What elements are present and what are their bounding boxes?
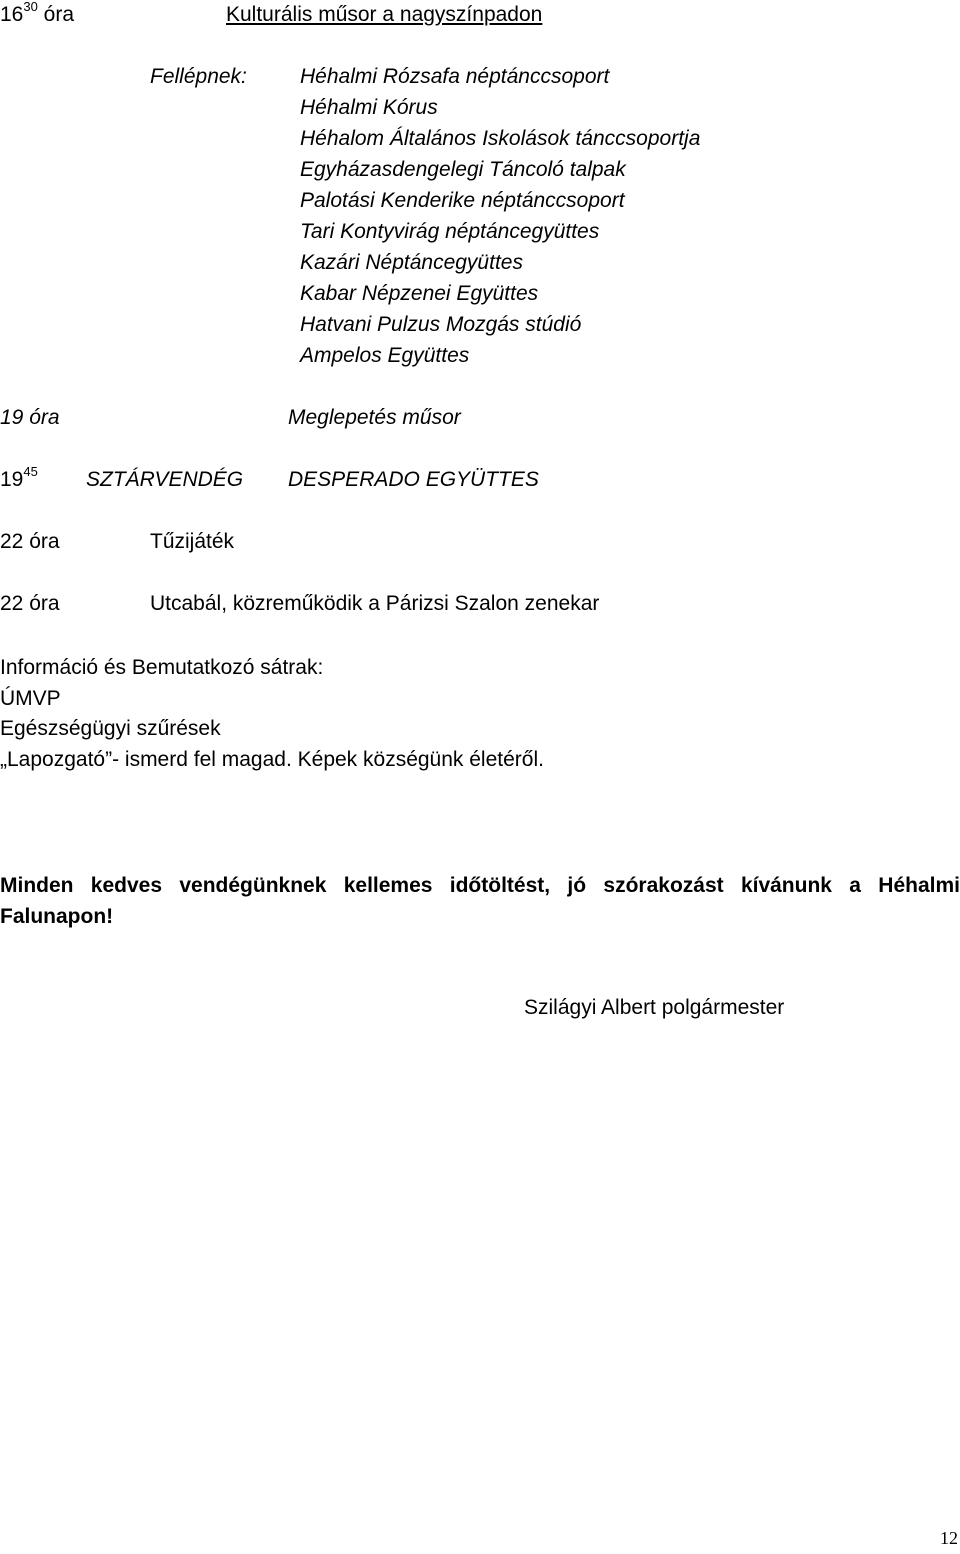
fireworks-title: Tűzijáték (150, 530, 235, 553)
info-item: Egészségügyi szűrések (0, 717, 221, 740)
surprise-title: Meglepetés műsor (288, 406, 461, 429)
kultur-title: Kulturális műsor a nagyszínpadon (226, 3, 543, 26)
performer-item: Kazári Néptáncegyüttes (300, 251, 523, 274)
page-number: 12 (940, 1528, 958, 1548)
closing-message: Minden kedves vendégünknek kellemes időtöltést, jó szórakozást kívánunk a Héhalmi Falunapon! (0, 874, 960, 928)
info-heading: Információ és Bemutatkozó sátrak: (0, 656, 324, 679)
performer-item: Kabar Népzenei Együttes (300, 282, 539, 305)
info-item: „Lapozgató”- ismerd fel magad. Képek községünk életéről. (0, 748, 544, 771)
performer-item: Egyházasdengelegi Táncoló talpak (300, 158, 626, 181)
fireworks-time: 22 óra (0, 530, 60, 553)
info-item: ÚMVP (0, 687, 61, 710)
star-title: DESPERADO EGYÜTTES (288, 468, 539, 491)
performer-item: Héhalom Általános Iskolások tánccsoportja (300, 127, 701, 150)
performer-item: Palotási Kenderike néptánccsoport (300, 189, 625, 212)
ball-time: 22 óra (0, 592, 60, 615)
performer-item: Héhalmi Kórus (300, 96, 438, 119)
ball-title: Utcabál, közreműködik a Párizsi Szalon zenekar (150, 592, 600, 615)
performer-item: Ampelos Együttes (300, 344, 470, 367)
kultur-time: $16^{30}$ óra (0, 0, 75, 26)
signature: Szilágyi Albert polgármester (524, 996, 785, 1019)
star-label: SZTÁRVENDÉG (86, 468, 244, 491)
performers-label: Fellépnek: (150, 65, 247, 88)
performer-item: Hatvani Pulzus Mozgás stúdió (300, 313, 582, 336)
star-time: $19^{45}$ (0, 464, 38, 491)
performer-item: Tari Kontyvirág néptáncegyüttes (300, 220, 600, 243)
performer-item: Héhalmi Rózsafa néptánccsoport (300, 65, 610, 88)
surprise-time: 19 óra (0, 406, 60, 429)
